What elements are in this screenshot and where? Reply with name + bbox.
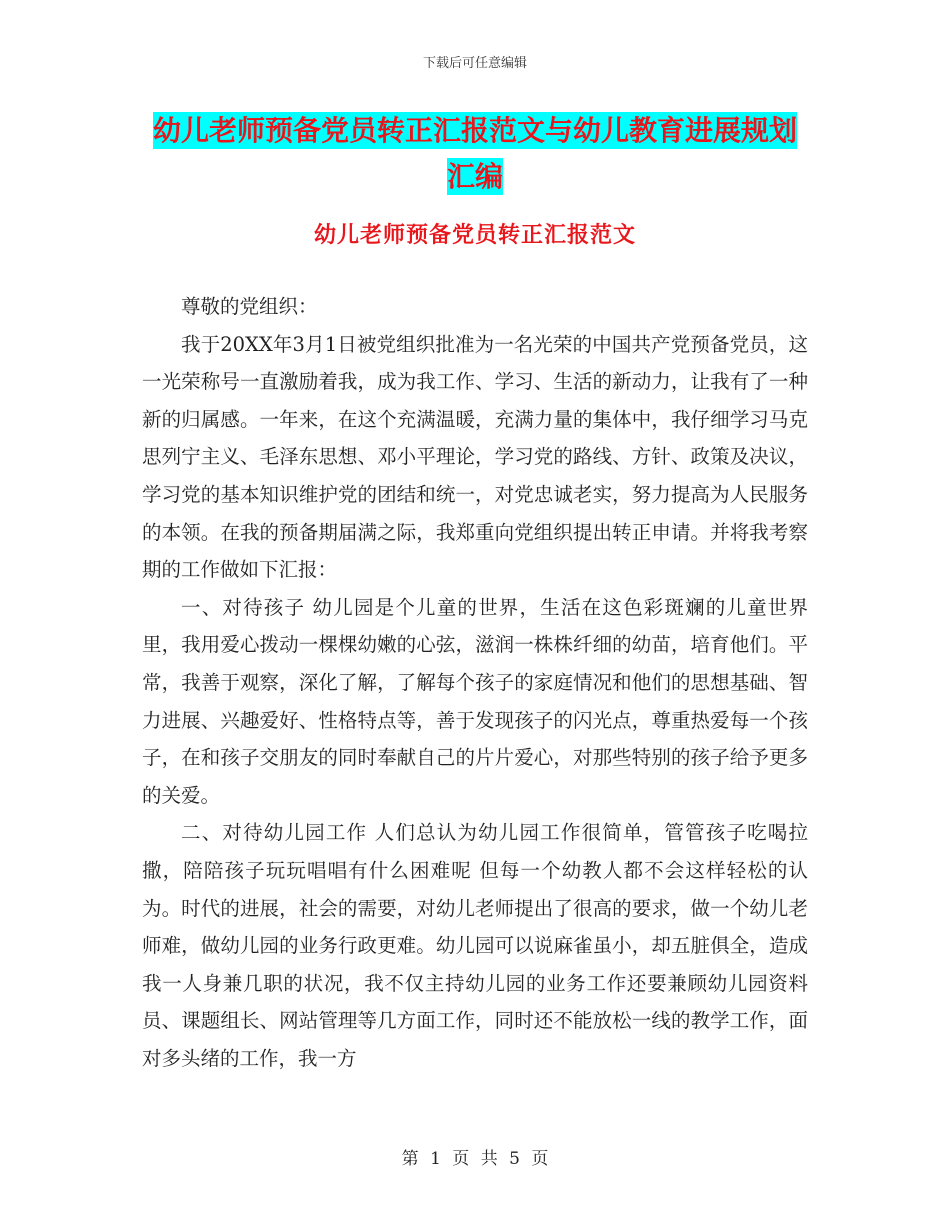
- header-note: 下载后可任意编辑: [422, 56, 527, 71]
- page-footer: 第 1 页 共 5 页: [401, 1149, 549, 1169]
- paragraph-children: 一、对待孩子 幼儿园是个儿童的世界，生活在这色彩斑斓的儿童世界里，我用爱心拨动一棵棵幼嫩的心弦，滋润一株株纤细的幼苗，培育他们。平常，我善于观察，深化了解，了解每个孩子的家庭情况和他们的思想基础、智力进展、兴趣爱好、性格特点等，善于发现孩子的闪光点，尊重热爱每一个孩子，在和孩子交朋友的同时奉献自己的片片爱心，对那些特别的孩子给予更多的关爱。: [142, 595, 808, 807]
- title-line-2: 汇编: [446, 160, 503, 193]
- paragraph-intro: 我于20XX年3月1日被党组织批准为一名光荣的中国共产党预备党员，这一光荣称号一直激励着我，成为我工作、学习、生活的新动力，让我有了一种新的归属感。一年来，在这个充满温暖，充满力量的集体中，我仔细学习马克思列宁主义、毛泽东思想、邓小平理论，学习党的路线、方针、政策及决议，学习党的基本知识维护党的团结和统一，对党忠诚老实，努力提高为人民服务的本领。在我的预备期届满之际，我郑重向党组织提出转正申请。并将我考察期的工作做如下汇报：: [142, 332, 808, 582]
- document-title: [140, 108, 810, 200]
- title-line-1: 幼儿老师预备党员转正汇报范文与幼儿教育进展规划: [152, 114, 797, 147]
- paragraph-work: 二、对待幼儿园工作 人们总认为幼儿园工作很简单，管管孩子吃喝拉撒，陪陪孩子玩玩唱唱有什么困难呢 但每一个幼教人都不会这样轻松的认为。时代的进展，社会的需要，对幼儿老师提出了很高的要求，做一个幼儿老师难，做幼儿园的业务行政更难。幼儿园可以说麻雀虽小，却五脏俱全，造成我一人身兼几职的状况，我不仅主持幼儿园的业务工作还要兼顾幼儿园资料员、课题组长、网站管理等几方面工作，同时还不能放松一线的教学工作，面对多头绪的工作，我一方: [142, 821, 808, 1070]
- body-text: [142, 288, 808, 1077]
- salutation: 尊敬的党组织：: [181, 295, 318, 318]
- section-title: 幼儿老师预备党员转正汇报范文: [313, 222, 636, 248]
